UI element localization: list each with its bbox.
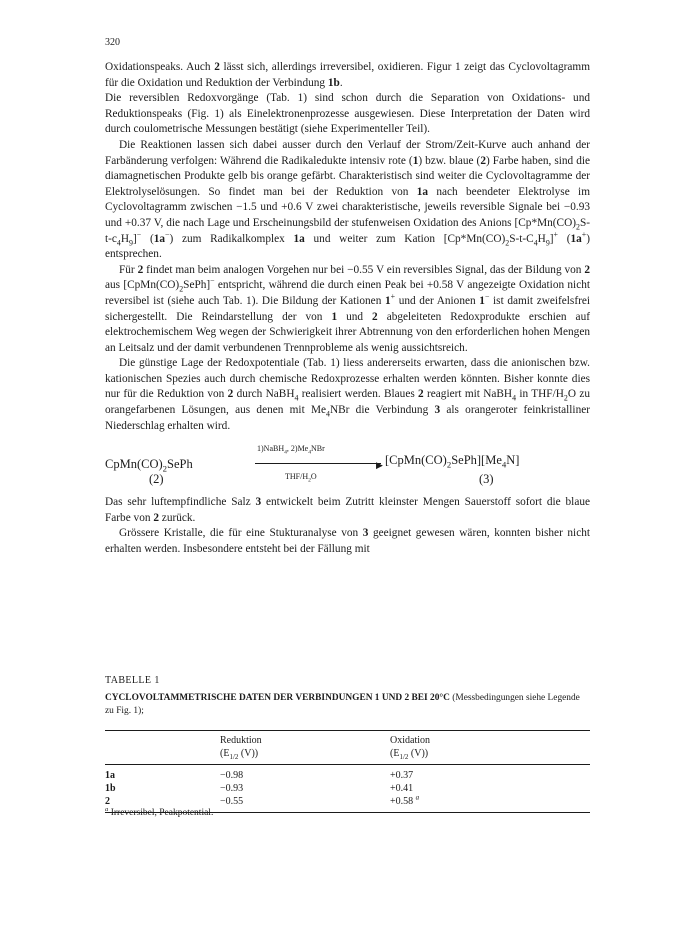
col-header-oxidation: Oxidation xyxy=(390,731,590,748)
cell-compound: 1b xyxy=(105,783,116,794)
cell-reduction: −0.98 xyxy=(220,770,244,781)
col-unit-reduction: ($E_{1/2}$ (V)) xyxy=(220,748,390,765)
scheme-product-number: (3) xyxy=(479,472,494,487)
body-text xyxy=(105,60,590,558)
paragraph: Die günstige Lage der Redoxpotentiale (Tab. 1) liess andererseits erwarten, dass die anionischen bzw. kationischen Spezies auch durch chemische Redoxprozesse erhalten werden könnten. Bisher konnte dies nur für die Reduktion von 2 durch NaBH$_4$ realisiert werden. Blaues 2 reagiert mit NaBH$_4$ in THF/$H_2O$ zu orangefarbenen Lösungen, aus denen mit $Me_4NBr$ die Verbindung 3 als orangeroter feinkristalliner Niederschlag erhalten wird. xyxy=(105,357,590,432)
paragraph: Grössere Kristalle, die für eine Stukturanalyse von 3 geeignet gewesen wären, konnten bisher nicht erhalten werden. Insbesondere entsteht bei der Fällung mit xyxy=(105,527,590,556)
scheme-reactant: $CpMn(CO)_2SePh$ xyxy=(105,457,193,474)
table-footnote: $^a$ Irreversibel, Peakpotential. xyxy=(105,805,214,818)
table-row xyxy=(105,782,590,795)
table-label: TABELLE 1 xyxy=(105,675,160,686)
cell-oxidation: +0.37 xyxy=(390,770,414,781)
scheme-product: $[CpMn(CO)_2SePh][Me_4N]$ xyxy=(385,453,520,470)
table-title-text: CYCLOVOLTAMMETRISCHE DATEN DER VERBINDUNGEN 1 UND 2 BEI 20°C xyxy=(105,693,450,703)
reaction-arrow xyxy=(255,463,381,464)
paragraph: Oxidationspeaks. Auch 2 lässt sich, allerdings irreversibel, oxidieren. Figur 1 zeigt das Cyclovoltagramm für die Oxidation und Reduktion der Verbindung 1b. xyxy=(105,61,590,89)
arrow-head-icon: ▶ xyxy=(376,460,383,471)
table-row xyxy=(105,765,590,783)
scheme-reactant-number: (2) xyxy=(149,472,164,487)
paragraph: Die Reaktionen lassen sich dabei ausser durch den Verlauf der Strom/Zeit-Kurve auch anhand der Farbänderung verfolgen: Während die Radikaledukte intensiv rote (1) bzw. blaue (2) Farbe haben, sind die diamagnetischen Produkte gelb bis orange gefärbt. Charakteristisch sind weiter die Cyclovoltagramme der Elektrolyselösungen. So findet man bei der Reduktion von 1a nach beendeter Elektrolyse im Cyclovoltagramm zwischen −1.5 und +0.6 V zwei charakteristische, jeweils reversible Signale bei −0.93 und +0.37 V, die nach Lage und Erscheinungsbild der stufenweisen Oxidation des Anions $[Cp*Mn(CO)_2S-t-c_4H_9]^-$ (1a−) zum Radikalkomplex 1a und weiter zum Kation $[Cp*Mn(CO)_2S-t-C_4H_9]^+$ (1a+) entsprechen. xyxy=(105,138,591,261)
table-title-note: (Messbedingungen siehe Legende zu Fig. 1); xyxy=(105,693,580,716)
cell-compound: 1a xyxy=(105,770,115,781)
cell-reduction: −0.55 xyxy=(220,795,390,813)
scheme-reagents-above: 1)NaBH$_4$, $2)Me_4NBr$ xyxy=(257,444,325,456)
cell-oxidation: +0.41 xyxy=(390,783,414,794)
cell-reduction: −0.93 xyxy=(220,783,244,794)
data-table xyxy=(105,730,590,813)
paragraph: Die reversiblen Redoxvorgänge (Tab. 1) sind schon durch die Separation von Oxidations- und Reduktionspeaks (Fig. 1) als Einelektronenprozesse ausgewiesen. Diese Interpretation der Daten wird durch coulometrische Messungen bestätigt (siehe Experimenteller Teil). xyxy=(105,92,590,136)
reaction-scheme xyxy=(105,439,590,489)
cell-compound: 2 xyxy=(105,795,220,813)
scheme-reagents-below: THF/$H_2O$ xyxy=(285,472,317,484)
cell-oxidation: +0.58 $^a$ xyxy=(390,795,590,813)
table-caption xyxy=(105,675,590,718)
table-title xyxy=(105,692,590,718)
paragraph: Für 2 findet man beim analogen Vorgehen nur bei −0.55 V ein reversibles Signal, das der Bildung von 2 aus $[CpMn(CO)_2SePh]^-$ entspricht, während die durch einen Peak bei +0.58 V angezeigte Oxidation nicht reversibel ist (siehe auch Tab. 1). Die Bildung der Kationen 1+ und der Anionen 1− ist damit zweifelsfrei sichergestellt. Die Reindarstellung der von 1 und 2 abgeleiteten Redoxprodukte erschien auf elektrochemischem Weg wegen der Schwierigkeit ihrer Abtrennung von den erforderlichen hohen Mengen an Leitsalz und der damit verbundenen Trennprobleme als wenig aussichtsreich. xyxy=(105,263,591,354)
col-unit-oxidation: ($E_{1/2}$ (V)) xyxy=(390,748,590,765)
page-number: 320 xyxy=(105,37,120,48)
col-header-reduction: Reduktion xyxy=(220,731,390,748)
paragraph: Das sehr luftempfindliche Salz 3 entwickelt beim Zutritt kleinster Mengen Sauerstoff sofort die blaue Farbe von 2 zurück. xyxy=(105,496,590,524)
